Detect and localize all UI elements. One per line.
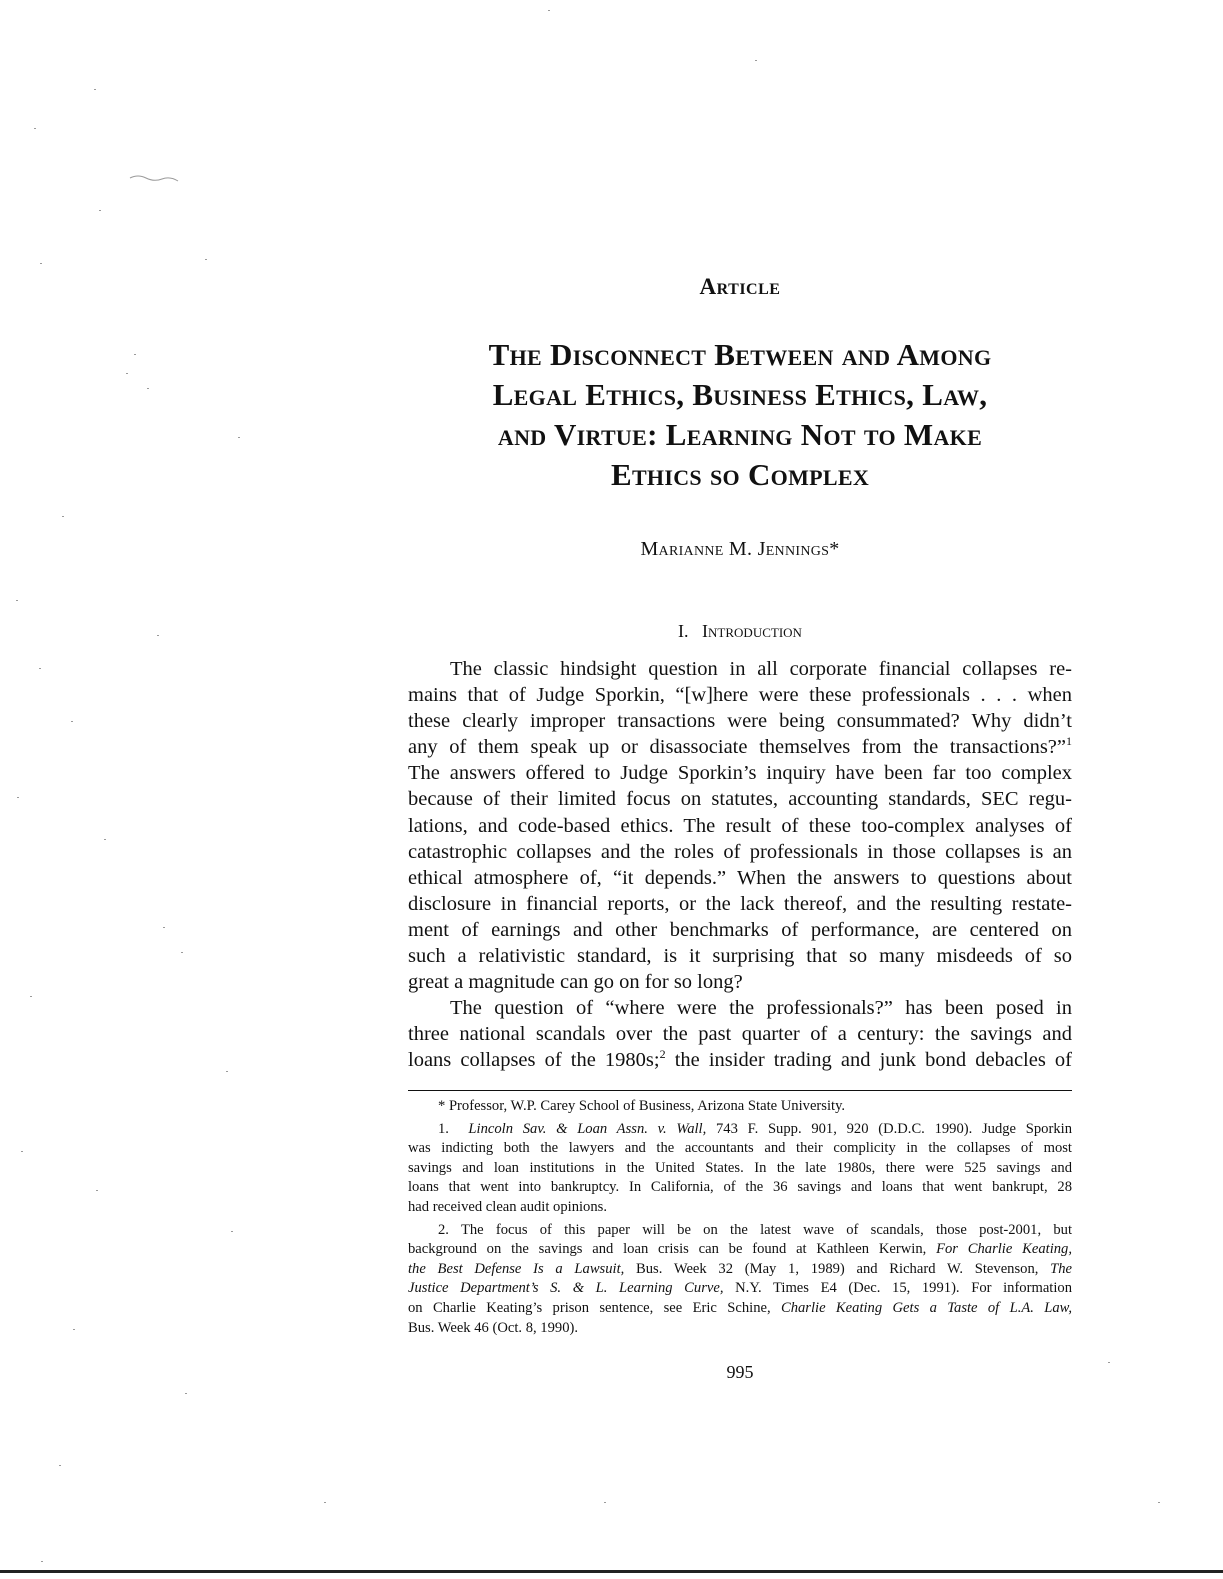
body-line: The classic hindsight question in all corporate financial collapses re- (450, 658, 1072, 680)
body-line: The answers offered to Judge Sporkin’s inquiry have been far too complex (408, 762, 1072, 785)
scan-edge (0, 1570, 1223, 1573)
section-title: Introduction (702, 621, 802, 641)
margin-scribble-mark (128, 170, 188, 186)
footnote-text: N.Y. Times E4 (Dec. 15, 1991). For information (723, 1280, 1072, 1297)
body-line-text: any of them speak up or disassociate themselves from the transactions?” (408, 736, 1066, 759)
footnote-text: 743 F. Supp. 901, 920 (D.D.C. 1990). Judge Sporkin (706, 1120, 1072, 1137)
citation-title: The (1050, 1260, 1073, 1277)
body-line (408, 734, 1072, 760)
author-name: Marianne M. Jennings* (640, 538, 840, 560)
body-line-text: the insider trading and junk bond debacles of (665, 1049, 1072, 1072)
body-line: great a magnitude can go on for so long? (408, 971, 743, 994)
footnote-line: had received clean audit opinions. (408, 1198, 607, 1215)
body-line: because of their limited focus on statutes, accounting standards, SEC regu- (408, 788, 1072, 811)
footnote-line (408, 1240, 1072, 1260)
footnote-1 (408, 1120, 1072, 1140)
footnote-ref-1: 1 (1066, 734, 1072, 749)
case-citation: Lincoln Sav. & Loan Assn. v. Wall, (468, 1120, 707, 1137)
footnote-line: Bus. Week 46 (Oct. 8, 1990). (408, 1319, 579, 1336)
body-line: The question of “where were the professionals?” has been posed in (450, 997, 1072, 1020)
footnote-line (408, 1299, 1072, 1319)
footnote-divider (408, 1090, 1072, 1091)
section-heading (408, 621, 1072, 642)
body-line: these clearly improper transactions were being consummated? Why didn’t (408, 710, 1072, 733)
title-line: The Disconnect Between and Among (488, 337, 992, 372)
title-line: Legal Ethics, Business Ethics, Law, (492, 377, 988, 412)
article-title (408, 335, 1072, 495)
body-text (408, 656, 1072, 1074)
citation-title: Charlie Keating Gets a Taste of L.A. Law, (780, 1299, 1072, 1316)
body-line: three national scandals over the past quarter of a century: the savings and (408, 1023, 1072, 1046)
footnote-text: on Charlie Keating’s prison sentence, see Eric Schine, (408, 1299, 781, 1316)
body-line: such a relativistic standard, is it surprising that so many misdeeds of so (408, 945, 1072, 968)
body-line: ethical atmosphere of, “it depends.” When the answers to questions about (408, 866, 1072, 889)
body-line: ment of earnings and other benchmarks of performance, are centered on (408, 918, 1072, 941)
article-label: Article (699, 274, 781, 299)
body-line: catastrophic collapses and the roles of professionals in those collapses is an (408, 840, 1072, 863)
footnote-ref-2: 2 (659, 1047, 666, 1062)
footnote-text: Bus. Week 32 (May 1, 1989) and Richard W. Stevenson, (624, 1260, 1051, 1277)
title-line: and Virtue: Learning Not to Make (497, 417, 983, 452)
footnote-line: was indicting both the lawyers and the accountants and their complicity in the collapses of most (408, 1140, 1072, 1157)
body-line-text: loans collapses of the 1980s; (408, 1049, 660, 1072)
title-line: Ethics so Complex (610, 457, 870, 492)
footnote-line: loans that went into bankruptcy. In California, of the 36 savings and loans that went bankrupt, 28 (408, 1179, 1072, 1196)
section-number: I. (678, 621, 689, 641)
citation-title: Justice Department’s S. & L. Learning Curve, (408, 1280, 724, 1297)
body-line (408, 1047, 1072, 1073)
citation-title: the Best Defense Is a Lawsuit, (408, 1260, 625, 1277)
citation-title: For Charlie Keating, (936, 1241, 1072, 1258)
footnote-line: savings and loan institutions in the United States. In the late 1980s, there were 525 savings and (408, 1159, 1072, 1176)
footnote-text: background on the savings and loan crisis can be found at Kathleen Kerwin, (408, 1241, 937, 1258)
footnote-line (408, 1260, 1072, 1280)
page-number: 995 (726, 1362, 754, 1382)
footnote-line (408, 1279, 1072, 1299)
body-line: mains that of Judge Sporkin, “[w]here were these professionals . . . when (408, 684, 1072, 707)
body-line: disclosure in financial reports, or the lack thereof, and the resulting restate- (408, 892, 1072, 915)
footnote-2: 2. The focus of this paper will be on the latest wave of scandals, those post-2001, but (438, 1221, 1072, 1238)
footnote-star: * Professor, W.P. Carey School of Business, Arizona State University. (438, 1098, 846, 1114)
body-line: lations, and code-based ethics. The result of these too-complex analyses of (408, 814, 1072, 837)
footnotes (408, 1097, 1072, 1338)
footnote-number: 1. (438, 1120, 449, 1137)
